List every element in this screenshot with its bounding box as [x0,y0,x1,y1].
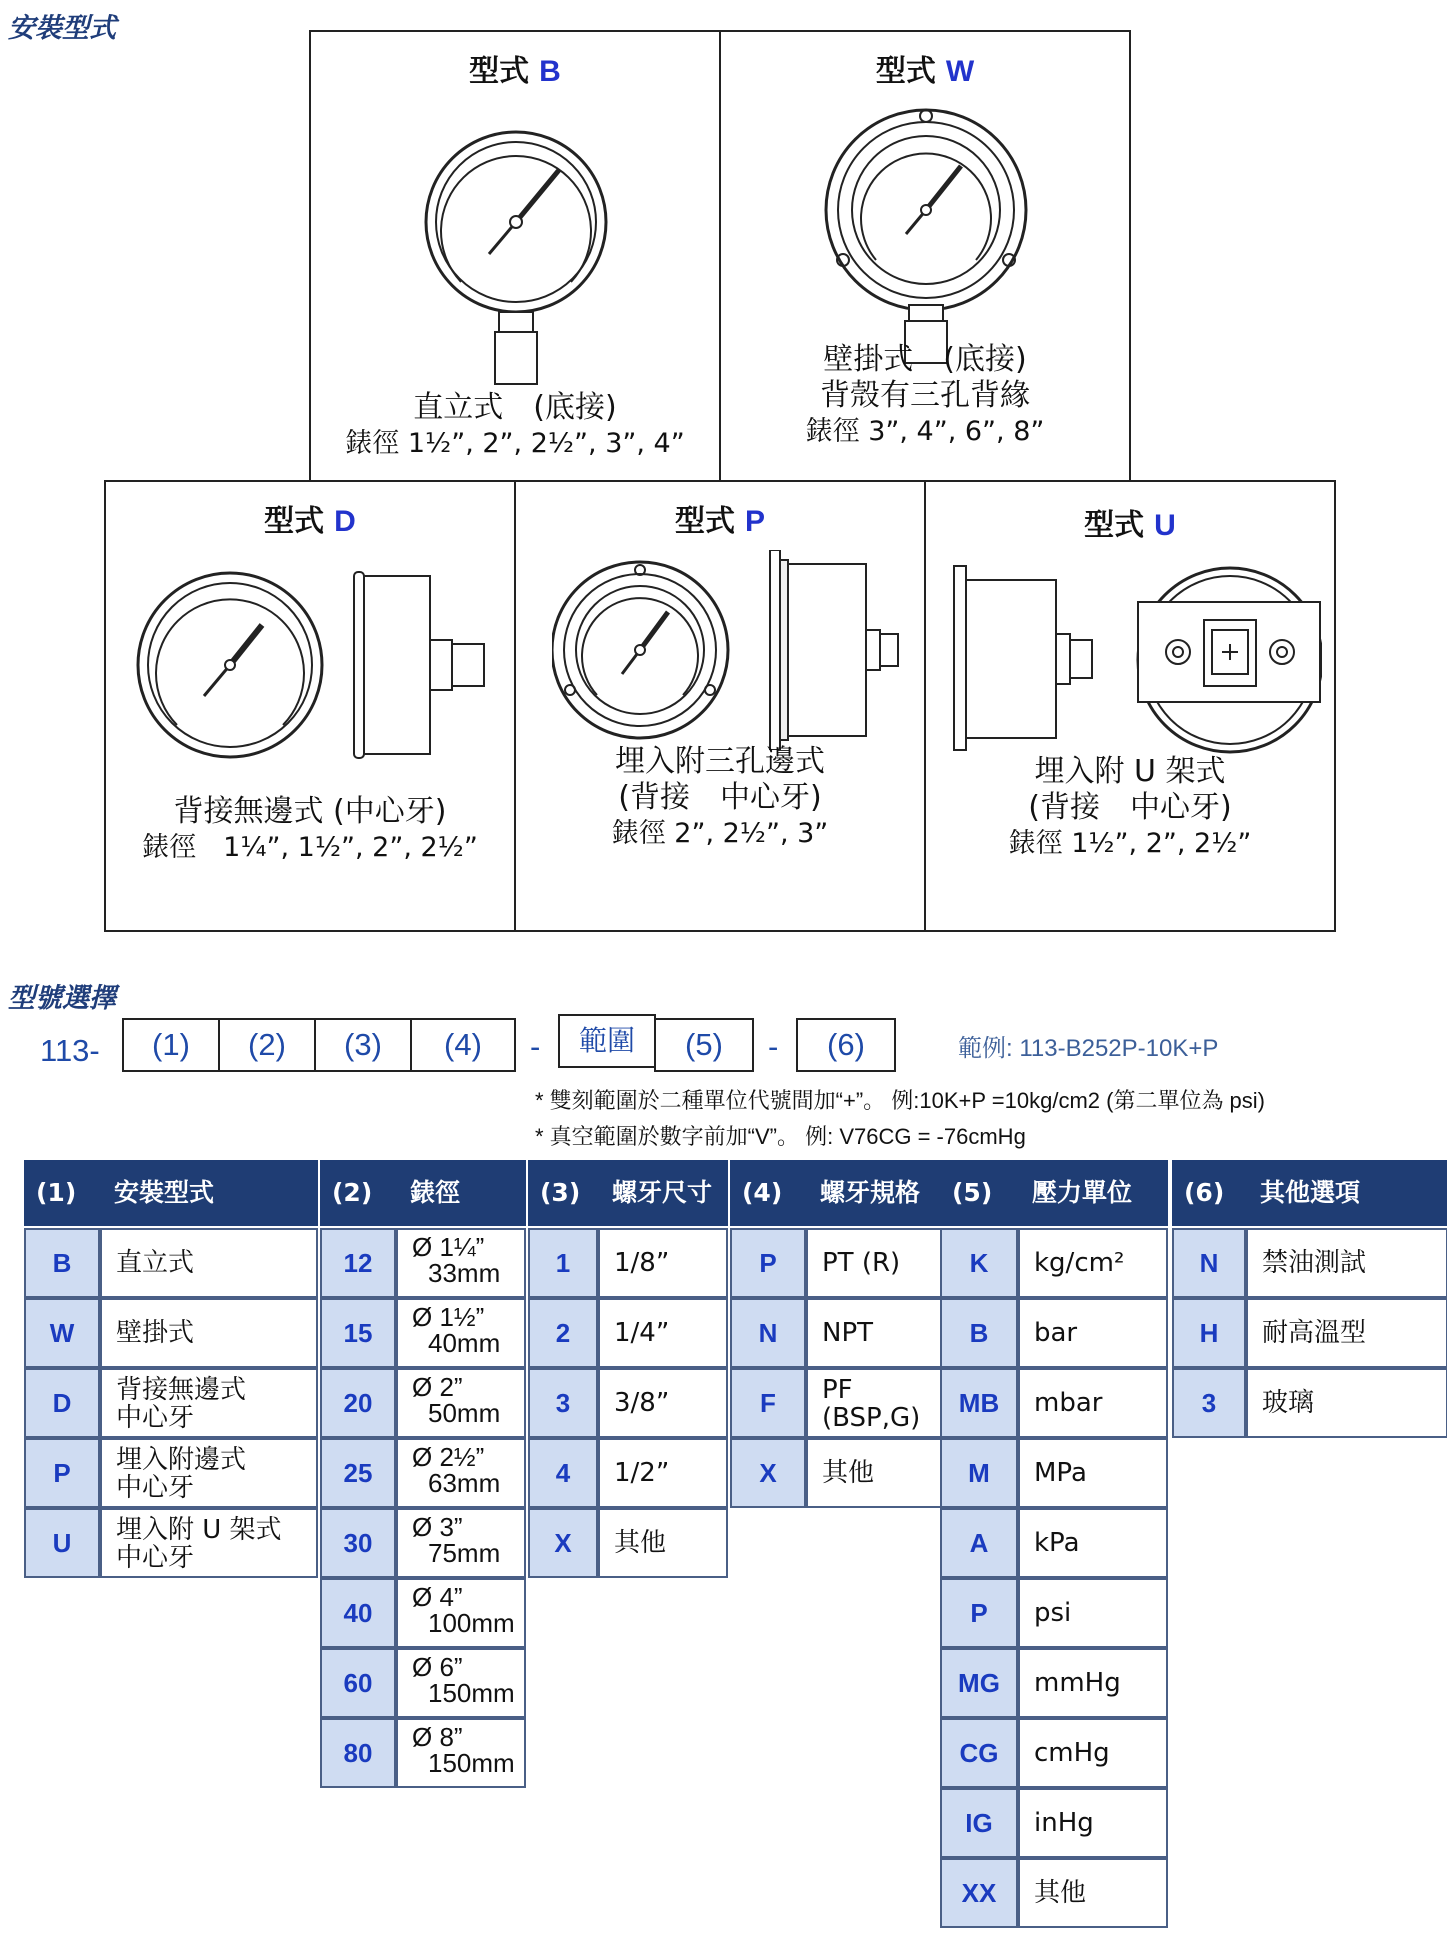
option-value-line1: Ø 4” [412,1582,463,1612]
desc-line1: 埋入附三孔邊式 [615,744,825,779]
table-heading: 壓力單位 [1032,1178,1133,1207]
option-code: P [940,1578,1018,1648]
type-code: B [539,55,561,88]
option-code: 20 [320,1368,396,1438]
option-code: 3 [1172,1368,1246,1438]
type-code: W [945,55,975,88]
option-value-text: 其他 [822,1458,875,1488]
option-value-text: 1/4” [614,1318,670,1348]
option-code: 30 [320,1508,396,1578]
table-heading: 其他選項 [1260,1178,1361,1207]
option-value [396,1298,526,1368]
option-value-text: mmHg [1034,1668,1121,1698]
option-value [598,1508,728,1578]
panel-type-d [104,480,516,932]
option-code: B [940,1298,1018,1368]
option-value [598,1438,728,1508]
option-value-text: NPT [822,1318,874,1348]
option-value [806,1298,944,1368]
option-value [1246,1228,1447,1298]
option-value-text: mbar [1034,1388,1103,1418]
option-code: 1 [528,1228,598,1298]
option-value-line1: Ø 6” [412,1652,463,1682]
option-value [1018,1718,1168,1788]
panel-desc [516,744,924,852]
option-value-text: 壁掛式 [116,1318,195,1348]
table-number: (3) [540,1178,581,1207]
option-value [1018,1228,1168,1298]
option-code: 15 [320,1298,396,1368]
option-value-line1: 埋入附邊式 [116,1445,247,1475]
option-value-text: 直立式 [116,1248,195,1278]
option-value-line2: 中心牙 [116,1403,195,1433]
option-value-line2: 40mm [428,1328,501,1358]
option-value [396,1228,526,1298]
panel-title [926,500,1334,544]
option-value [100,1438,318,1508]
panel-desc [106,794,514,866]
panel-type-b [309,30,721,482]
type-label: 型式 [1084,508,1145,543]
panel-desc [311,390,719,462]
option-value [1018,1438,1168,1508]
option-value-line2: 50mm [428,1398,501,1428]
option-value-line1: Ø 2½” [412,1442,485,1472]
option-value-line2: 中心牙 [116,1543,195,1573]
type-label: 型式 [875,54,936,89]
option-value [100,1368,318,1438]
option-value-text: 玻璃 [1262,1388,1315,1418]
panel-desc [721,342,1129,450]
gauge-flush-flange-icon [552,550,902,750]
option-code: 40 [320,1578,396,1648]
option-value-text: 耐高溫型 [1262,1318,1367,1348]
option-value [1018,1298,1168,1368]
option-value-text: kg/cm² [1034,1248,1125,1278]
option-value [1246,1298,1447,1368]
table-header-4 [730,1160,944,1226]
table-heading: 錶徑 [410,1178,461,1207]
note-dual-scale: * 雙刻範圍於二種單位代號間加“+”。 例:10K+P =10kg/cm2 (第二單位為 psi) [535,1088,1266,1113]
option-value-line1: Ø 8” [412,1722,463,1752]
option-code: U [24,1508,100,1578]
table-header-5 [940,1160,1168,1226]
option-value-text: bar [1034,1318,1078,1348]
option-value-line2: (BSP,G) [822,1403,921,1433]
option-code: 12 [320,1228,396,1298]
option-code: A [940,1508,1018,1578]
option-value [100,1508,318,1578]
option-value-line2: 63mm [428,1468,501,1498]
option-code: W [24,1298,100,1368]
table-number: (6) [1184,1178,1225,1207]
panel-type-u [924,480,1336,932]
option-code: B [24,1228,100,1298]
gauge-bottom-icon [411,122,621,402]
gauge-wall-icon [821,100,1031,370]
table-number: (5) [952,1178,993,1207]
option-value [598,1298,728,1368]
option-value-line2: 150mm [428,1678,515,1708]
panel-type-w [719,30,1131,482]
option-value-text: MPa [1034,1458,1087,1488]
option-code: F [730,1368,806,1438]
option-code: P [730,1228,806,1298]
table-number: (4) [742,1178,783,1207]
option-code: IG [940,1788,1018,1858]
option-value [100,1298,318,1368]
option-code: CG [940,1718,1018,1788]
desc-line1: 背接無邊式 (中心牙) [173,794,447,829]
table-header-1 [24,1160,318,1226]
desc-line1: 直立式 (底接) [413,390,617,425]
option-code: 80 [320,1718,396,1788]
table-number: (1) [36,1178,77,1207]
desc-sizes: 錶徑 1¼”, 1½”, 2”, 2½” [142,832,478,863]
option-code: 3 [528,1368,598,1438]
option-value [1018,1368,1168,1438]
option-value [1246,1368,1447,1438]
type-label: 型式 [469,54,530,89]
model-box-2: (2) [218,1018,316,1072]
option-code: MG [940,1648,1018,1718]
option-value-line2: 75mm [428,1538,501,1568]
option-value [396,1718,526,1788]
table-header-2 [320,1160,526,1226]
option-value-text: PT (R) [822,1248,901,1278]
option-value-text: cmHg [1034,1738,1110,1768]
table-number: (2) [332,1178,373,1207]
option-value-text: 其他 [1034,1878,1087,1908]
table-heading: 螺牙尺寸 [612,1178,713,1207]
desc-sizes: 錶徑 3”, 4”, 6”, 8” [805,416,1045,447]
option-value-text: 1/2” [614,1458,670,1488]
option-value [396,1368,526,1438]
section-title-model: 型號選擇 [8,983,116,1014]
desc-sizes: 錶徑 1½”, 2”, 2½” [1008,828,1252,859]
option-code: D [24,1368,100,1438]
option-code: N [730,1298,806,1368]
option-value-line2: 中心牙 [116,1473,195,1503]
option-value [806,1228,944,1298]
option-value-line1: PF [822,1375,853,1405]
option-code: MB [940,1368,1018,1438]
option-value-line2: 100mm [428,1608,515,1638]
desc-line2: 背殼有三孔背緣 [820,378,1030,413]
desc-sizes: 錶徑 2”, 2½”, 3” [611,818,829,849]
option-value [396,1578,526,1648]
table-header-3 [528,1160,728,1226]
option-value-line2: 33mm [428,1258,501,1288]
option-code: X [528,1508,598,1578]
panel-title [106,496,514,540]
option-value-line1: Ø 2” [412,1372,463,1402]
option-value [1018,1788,1168,1858]
option-value-line2: 150mm [428,1748,515,1778]
option-value-line1: Ø 1¼” [412,1232,485,1262]
note-vacuum: * 真空範圍於數字前加“V”。 例: V76CG = -76cmHg [535,1124,1026,1149]
gauge-u-clamp-icon [952,560,1322,760]
panel-desc [926,754,1334,862]
desc-line1: 壁掛式 (底接) [823,342,1027,377]
option-value [396,1438,526,1508]
option-code: M [940,1438,1018,1508]
option-value [1018,1648,1168,1718]
option-value [1018,1858,1168,1928]
desc-line1: 埋入附 U 架式 [1034,754,1226,789]
option-value [1018,1578,1168,1648]
desc-line2: (背接 中心牙) [618,780,822,815]
section-title-mounting: 安裝型式 [8,13,116,44]
option-value-line1: 埋入附 U 架式 [116,1515,282,1545]
panel-type-p [514,480,926,932]
desc-line2: (背接 中心牙) [1028,790,1232,825]
option-value-line1: Ø 3” [412,1512,463,1542]
option-value-text: 3/8” [614,1388,670,1418]
option-value [806,1438,944,1508]
type-label: 型式 [264,504,325,539]
model-box-4: (4) [410,1018,516,1072]
table-heading: 安裝型式 [114,1178,215,1207]
panel-title [721,46,1129,90]
option-code: XX [940,1858,1018,1928]
option-value [598,1368,728,1438]
model-box-1: (1) [122,1018,220,1072]
panel-title [311,46,719,90]
option-code: N [1172,1228,1246,1298]
option-value-text: inHg [1034,1808,1094,1838]
option-code: K [940,1228,1018,1298]
option-code: 2 [528,1298,598,1368]
table-header-6 [1172,1160,1447,1226]
gauge-back-connection-icon [132,570,492,760]
option-value-text: 1/8” [614,1248,670,1278]
type-code: D [334,505,356,538]
option-code: 25 [320,1438,396,1508]
option-code: H [1172,1298,1246,1368]
option-code: X [730,1438,806,1508]
option-value [396,1648,526,1718]
type-code: U [1154,509,1176,542]
model-range-box: 範圍 [558,1014,656,1068]
desc-sizes: 錶徑 1½”, 2”, 2½”, 3”, 4” [345,428,685,459]
option-value-text: psi [1034,1598,1072,1628]
option-value [1018,1508,1168,1578]
option-value [100,1228,318,1298]
option-value-line1: 背接無邊式 [116,1375,247,1405]
model-dash-1: - [530,1029,541,1064]
type-code: P [744,505,765,538]
option-value [396,1508,526,1578]
model-box-6: (6) [796,1018,896,1072]
option-value-line1: Ø 1½” [412,1302,485,1332]
option-value-text: kPa [1034,1528,1080,1558]
model-box-3: (3) [314,1018,412,1072]
model-box-5: (5) [654,1018,754,1072]
option-value-text: 禁油測試 [1262,1248,1367,1278]
option-code: P [24,1438,100,1508]
option-value [806,1368,944,1438]
model-prefix: 113- [40,1033,100,1068]
table-heading: 螺牙規格 [820,1178,921,1207]
option-value [598,1228,728,1298]
option-code: 4 [528,1438,598,1508]
option-value-text: 其他 [614,1528,667,1558]
option-code: 60 [320,1648,396,1718]
type-label: 型式 [674,504,735,539]
model-dash-2: - [768,1029,779,1064]
model-example: 範例: 113-B252P-10K+P [958,1035,1219,1062]
panel-title [516,496,924,540]
